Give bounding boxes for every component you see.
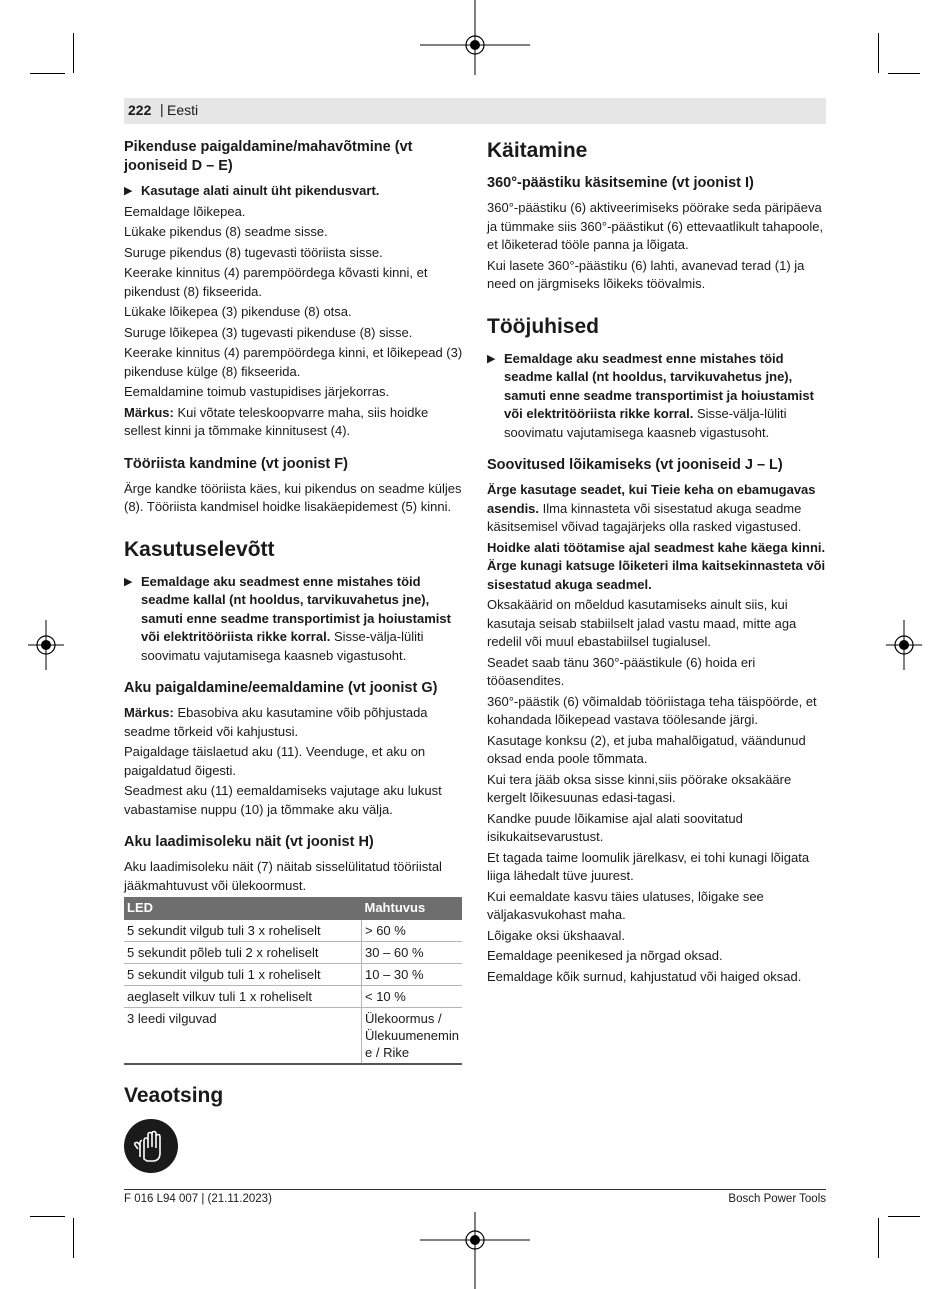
cutting-tip: Oksakäärid on mõeldud kasutamiseks ainult siis, kui kasutaja seisab stabiilselt jalad vastu maad, mitte aga redelil või muul ebastabiilsel tugialusel. (487, 597, 797, 649)
carry-text: Ärge kandke tööriista käes, kui pikendus on seadme küljes (8). Tööriista kandmisel hoidke lisakäepidemest (5) kinni. (124, 480, 462, 514)
cutting-tip: Seadet saab tänu 360°-päästikule (6) hoida eri tööasendites. (487, 654, 756, 688)
registration-mark-icon (886, 620, 922, 670)
extension-heading: Pikenduse paigaldamine/mahavõtmine (vt jooniseid D – E) (124, 139, 413, 174)
triangle-right-icon: ▶ (124, 185, 133, 197)
extension-step: Keerake kinnitus (4) parempöördega kõvasti kinni, et pikendust (8) fikseerida. (124, 265, 428, 299)
extension-step: Keerake kinnitus (4) parempöördega kinni, et lõikepead (3) pikenduse külge (8) fikseerida. (124, 345, 463, 379)
cutting-tip: Kui tera jääb oksa sisse kinni,siis pöörake oksakääre kergelt lõikesuunas edasi-tagasi. (487, 771, 792, 805)
startup-warning (124, 573, 464, 666)
section-name: Eesti (167, 102, 199, 118)
cutting-warning (487, 481, 827, 537)
tips-warning-bold: Eemaldage aku seadmest enne mistahes töid seadme kallal (nt hooldus, tarvikuvahetus jne), samuti enne seadme transportimist ja hoiustamist või elektritööriista rikke korral. (504, 350, 814, 421)
table-row (124, 942, 462, 964)
note-text: Kui võtate teleskoopvarre maha, siis hoidke sellest kinni ja tõmmake kinnitusest (4). (124, 404, 429, 438)
tips-heading: Tööjuhised (487, 314, 599, 338)
extension-step: Lükake lõikepea (3) pikenduse (8) otsa. (124, 304, 352, 319)
table-cell: 5 sekundit põleb tuli 2 x roheliselt (124, 942, 362, 964)
cutting-warning (487, 539, 827, 595)
header-separator: | (160, 101, 164, 117)
cutting-tip: Et tagada taime loomulik järelkasv, ei tohi kunagi lõigata liiga lähedalt tüve juurest. (487, 849, 810, 883)
gloves-icon (124, 1119, 178, 1173)
battery-insert-text: Paigaldage täislaetud aku (11). Veenduge, et aku on paigaldatud õigesti. (124, 744, 426, 778)
table-header: LED (124, 897, 362, 920)
table-cell: 3 leedi vilguvad (124, 1008, 362, 1065)
note-label: Märkus: (124, 705, 174, 720)
cutting-tip: Eemaldage peenikesed ja nõrgad oksad. (487, 948, 723, 963)
crop-mark (30, 73, 65, 74)
left-column (124, 138, 464, 1173)
crop-mark (888, 1216, 920, 1217)
crop-mark (888, 73, 920, 74)
tips-warning (487, 350, 827, 443)
carry-heading: Tööriista kandmine (vt joonist F) (124, 455, 348, 472)
charge-text: Aku laadimisoleku näit (7) näitab sisselülitatud tööriistal jääkmahtuvust või ülekoormust. (124, 859, 442, 893)
footer-brand: Bosch Power Tools (728, 1193, 826, 1205)
footer-doc-id: F 016 L94 007 | (21.11.2023) (124, 1193, 272, 1205)
note-text: Ebasobiva aku kasutamine võib põhjustada seadme tõrkeid või kahjustusi. (124, 705, 428, 739)
crop-mark (73, 33, 74, 73)
cutting-warning-bold: Ärge kasutage seadet, kui Tieie keha on ebamugavas asendis. (487, 482, 816, 516)
extension-warning (124, 182, 464, 201)
table-row (124, 1008, 462, 1065)
registration-mark-icon (420, 1212, 530, 1289)
cutting-heading: Soovitused lõikamiseks (vt jooniseid J – L) (487, 457, 783, 473)
page-number: 222 (128, 102, 152, 118)
tips-warning-text: Sisse-välja-lüliti soovimatu vajutamisega kaasneb vigastusoht. (504, 406, 787, 440)
troubleshooting-heading: Veaotsing (124, 1084, 224, 1107)
extension-step: Eemaldage lõikepea. (124, 203, 246, 219)
cutting-tip: Eemaldage kõik surnud, kahjustatud või haiged oksad. (487, 968, 802, 984)
table-cell: > 60 % (362, 920, 463, 942)
table-cell: aeglaselt vilkuv tuli 1 x roheliselt (124, 986, 362, 1008)
table-cell: 5 sekundit vilgub tuli 3 x roheliselt (124, 920, 362, 942)
crop-mark (30, 1216, 65, 1217)
right-column (487, 138, 827, 988)
table-cell: < 10 % (362, 986, 463, 1008)
page-header (124, 98, 826, 124)
startup-warning-bold: Eemaldage aku seadmest enne mistahes töid seadme kallal (nt hooldus, tarvikuvahetus jne), samuti enne seadme transportimist ja hoiustamist või elektritööriista rikke korral. (141, 573, 451, 644)
cutting-warning-text: Ilma kinnasteta või sisestatud akuga seadme käsitsemisel võivad tagajärjeks olla rasked vigastused. (487, 500, 802, 534)
operation-heading: Käitamine (487, 139, 588, 162)
table-cell: 5 sekundit vilgub tuli 1 x roheliselt (124, 964, 362, 986)
table-header: Mahtuvus (362, 897, 463, 920)
extension-step: Eemaldamine toimub vastupidises järjekorras. (124, 384, 390, 399)
table-row (124, 920, 462, 942)
battery-note (124, 704, 464, 741)
table-cell: 30 – 60 % (362, 942, 463, 964)
table-cell: 10 – 30 % (362, 964, 463, 986)
pivot-heading: 360°-päästiku käsitsemine (vt joonist I) (487, 175, 754, 191)
footer-divider (124, 1189, 826, 1190)
extension-step: Suruge lõikepea (3) tugevasti pikenduse (8) sisse. (124, 324, 413, 340)
extension-step: Lükake pikendus (8) seadme sisse. (124, 224, 328, 239)
registration-mark-icon (28, 620, 64, 670)
startup-heading: Kasutuselevõtt (124, 537, 275, 561)
cutting-tip: Lõigake oksi ükshaaval. (487, 927, 626, 943)
table-cell: Ülekoormus / Ülekuumenemin e / Rike (362, 1008, 463, 1065)
triangle-right-icon: ▶ (124, 575, 133, 588)
pivot-text: 360°-päästiku (6) aktiveerimiseks pöörake seda päripäeva ja tümmake siis 360°-päästikut (6) ettevaatlikult tahapoole, et lõiketerad tööle panna ja lõigata. (487, 200, 824, 252)
registration-mark-icon (420, 0, 530, 75)
battery-heading: Aku paigaldamine/eemaldamine (vt joonist G) (124, 680, 438, 696)
table-row (124, 986, 462, 1008)
cutting-tip: Kasutage konksu (2), et juba mahalõigatud, väändunud oksad enda poole tõmmata. (487, 732, 806, 766)
crop-mark (878, 1218, 879, 1258)
table-row (124, 964, 462, 986)
cutting-tip: Kui eemaldate kasvu täies ulatuses, lõigake see väljakasvukohast maha. (487, 888, 764, 922)
cutting-warning-bold: Hoidke alati töötamise ajal seadmest kahe käega kinni. Ärge kunagi katsuge lõiketeri ilma kaitsekinnasteta või sisestatud akuga seadmel. (487, 539, 826, 592)
charge-table (124, 897, 462, 1065)
cutting-tip: 360°-päästik (6) võimaldab tööriistaga teha täispöörde, et kohandada lõikepead vastava töölesande järgi. (487, 693, 817, 727)
extension-step: Suruge pikendus (8) tugevasti tööriista sisse. (124, 244, 383, 260)
battery-remove-text: Seadmest aku (11) eemaldamiseks vajutage aku lukust vabastamise nuppu (10) ja tõmmake aku välja. (124, 783, 442, 817)
extension-warning-text: Kasutage alati ainult üht pikendusvart. (141, 183, 380, 198)
startup-warning-text: Sisse-välja-lüliti soovimatu vajutamisega kaasneb vigastusoht. (141, 629, 424, 663)
note-label: Märkus: (124, 404, 174, 420)
pivot-text: Kui lasete 360°-päästiku (6) lahti, avanevad terad (1) ja need on järgmiseks lõikeks töövalmis. (487, 257, 805, 291)
crop-mark (878, 33, 879, 73)
crop-mark (73, 1218, 74, 1258)
cutting-tip: Kandke puude lõikamise ajal alati soovitatud isikukaitsevarustust. (487, 810, 743, 844)
triangle-right-icon: ▶ (487, 352, 496, 365)
extension-note (124, 404, 464, 441)
charge-heading: Aku laadimisoleku näit (vt joonist H) (124, 834, 374, 850)
